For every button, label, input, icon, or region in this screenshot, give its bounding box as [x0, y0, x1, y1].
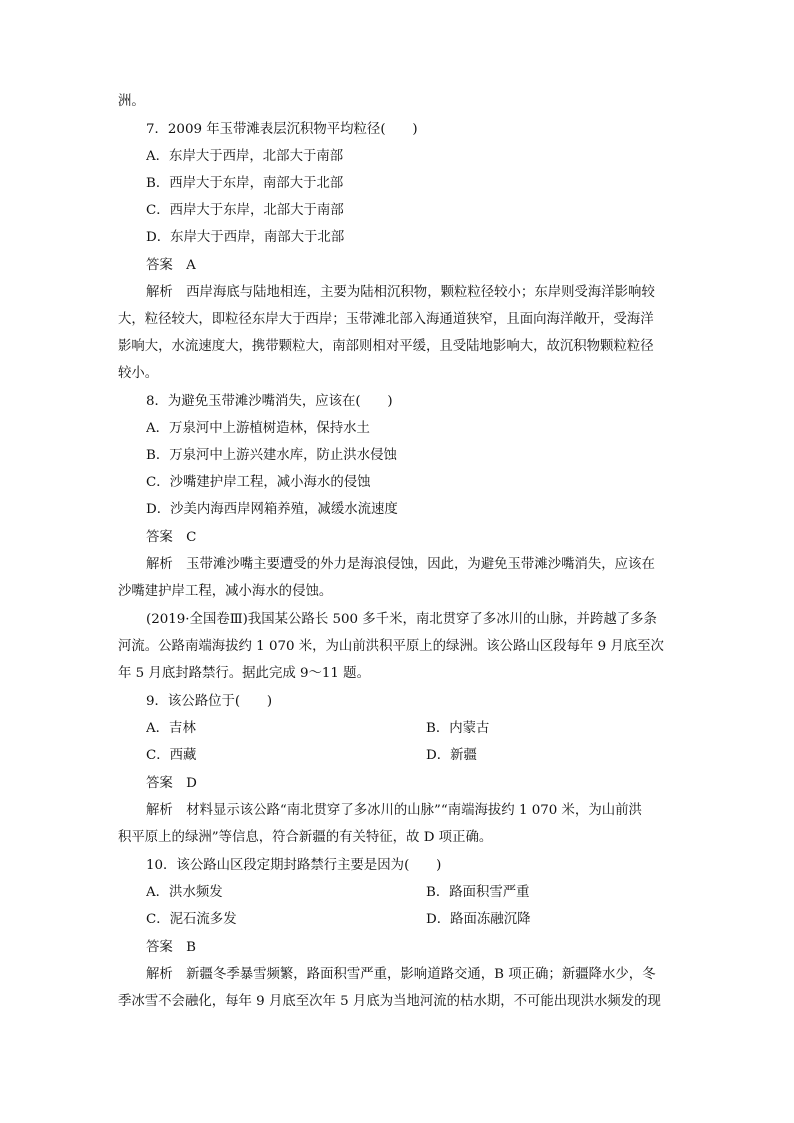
option-b: B．内蒙古	[426, 721, 490, 736]
explanation: 解析 新疆冬季暴雪频繁，路面积雪严重，影响道路交通，B 项正确；新疆降水少，冬	[146, 967, 656, 982]
explanation-cont: 大，粒径较大，即粒径东岸大于西岸；玉带滩北部入海通道狭窄，且面向海洋敞开，受海洋	[118, 312, 654, 327]
answer: 答案 A	[146, 258, 196, 273]
option-d: D．路面冻融沉降	[426, 912, 531, 927]
option-c: C．泥石流多发	[146, 912, 237, 927]
option-c: C．沙嘴建护岸工程，减小海水的侵蚀	[146, 475, 371, 490]
explanation-cont: 积平原上的绿洲”等信息，符合新疆的有关特征，故 D 项正确。	[118, 830, 493, 845]
option-a: A．万泉河中上游植树造林，保持水土	[146, 421, 370, 436]
answer: 答案 C	[146, 530, 197, 545]
option-a: A．洪水频发	[146, 885, 223, 900]
option-b: B．万泉河中上游兴建水库，防止洪水侵蚀	[146, 448, 397, 463]
explanation-cont: 较小。	[118, 366, 159, 381]
answer: 答案 B	[146, 940, 197, 955]
question-9: 9．该公路位于( )	[146, 694, 273, 709]
option-a: A．吉林	[146, 721, 196, 736]
explanation-cont: 沙嘴建护岸工程，减小海水的侵蚀。	[118, 584, 333, 599]
explanation: 解析 材料显示该公路“南北贯穿了多冰川的山脉”“南端海拔约 1 070 米，为山前洪	[146, 803, 642, 818]
option-a: A．东岸大于西岸，北部大于南部	[146, 149, 344, 164]
explanation-cont: 影响大，水流速度大，携带颗粒大，南部则相对平缓，且受陆地影响大，故沉积物颗粒粒径	[118, 339, 654, 354]
question-7: 7．2009 年玉带滩表层沉积物平均粒径( )	[146, 122, 418, 137]
explanation: 解析 西岸海底与陆地相连，主要为陆相沉积物，颗粒粒径较小；东岸则受海洋影响较	[146, 285, 655, 300]
option-c: C．西岸大于东岸，北部大于南部	[146, 203, 344, 218]
option-c: C．西藏	[146, 748, 197, 763]
material-intro: (2019·全国卷Ⅲ)我国某公路长 500 多千米，南北贯穿了多冰川的山脉，并跨越了多条	[146, 612, 657, 627]
option-d: D．沙美内海西岸网箱养殖，减缓水流速度	[146, 502, 398, 517]
question-8: 8．为避免玉带滩沙嘴消失，应该在( )	[146, 394, 393, 409]
explanation-cont: 季冰雪不会融化，每年 9 月底至次年 5 月底为当地河流的枯水期，不可能出现洪水频发的现	[118, 994, 661, 1009]
explanation: 解析 玉带滩沙嘴主要遭受的外力是海浪侵蚀，因此，为避免玉带滩沙嘴消失，应该在	[146, 557, 655, 572]
material-cont: 河流。公路南端海拔约 1 070 米，为山前洪积平原上的绿洲。该公路山区段每年 9 月底至次	[118, 639, 664, 654]
material-cont: 年 5 月底封路禁行。据此完成 9～11 题。	[118, 666, 370, 681]
option-b: B．路面积雪严重	[426, 885, 530, 900]
text-line: 洲。	[118, 94, 145, 109]
option-d: D．新疆	[426, 748, 477, 763]
question-10: 10．该公路山区段定期封路禁行主要是因为( )	[146, 858, 442, 873]
option-b: B．西岸大于东岸，南部大于北部	[146, 176, 344, 191]
option-d: D．东岸大于西岸，南部大于北部	[146, 230, 345, 245]
answer: 答案 D	[146, 776, 197, 791]
